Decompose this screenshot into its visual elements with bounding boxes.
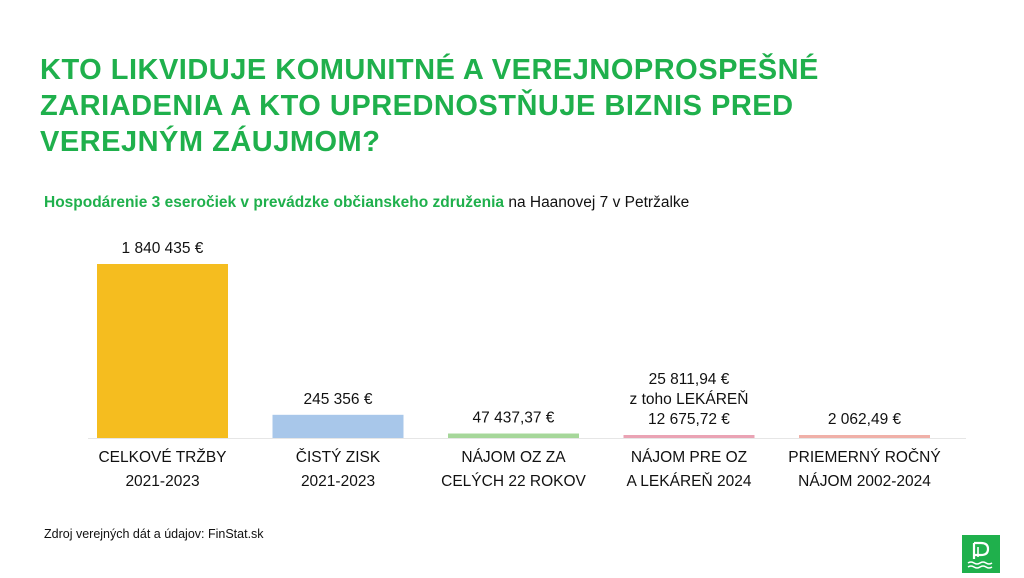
category-label-4-line-2: A LEKÁREŇ 2024 xyxy=(626,473,752,490)
bar-5 xyxy=(799,435,930,438)
category-label-4-line-1: NÁJOM PRE OZ xyxy=(630,449,748,466)
category-label-2-line-2: 2021-2023 xyxy=(300,473,376,490)
data-label-4-line-3: 12 675,72 € xyxy=(648,411,730,428)
title-line-2: ZARIADENIA A KTO UPREDNOSTŇUJE BIZNIS PRED xyxy=(40,90,794,122)
data-label-5-line-1: 2 062,49 € xyxy=(827,411,902,428)
subtitle-rest: na Haanovej 7 v Petržalke xyxy=(504,194,690,211)
bar-4 xyxy=(624,435,755,438)
data-label-2-line-1: 245 356 € xyxy=(303,390,373,408)
data-label-4-line-1: 25 811,94 € xyxy=(648,371,730,388)
category-label-2-line-1: ČISTÝ ZISK xyxy=(295,449,381,466)
bar-2 xyxy=(273,415,404,438)
data-label-1-line-1: 1 840 435 € xyxy=(121,240,204,257)
category-label-1-line-1: CELKOVÉ TRŽBY xyxy=(98,449,227,466)
category-label-5-line-1: PRIEMERNÝ ROČNÝ xyxy=(788,449,941,466)
p-logo-icon xyxy=(962,535,1000,573)
data-label-3-line-1: 47 437,37 € xyxy=(472,409,555,427)
p-logo-graphic xyxy=(962,535,1000,573)
data-label-4-line-2: z toho LEKÁREŇ xyxy=(629,391,749,408)
title-line-3: VEREJNÝM ZÁUJMOM? xyxy=(40,126,381,158)
category-label-3-line-2: CELÝCH 22 ROKOV xyxy=(441,473,586,490)
bar-1 xyxy=(97,264,228,438)
bar-3 xyxy=(448,434,579,438)
subtitle-highlight: Hospodárenie 3 eseročiek v prevádzke občianskeho združenia xyxy=(44,194,505,211)
category-label-3-line-1: NÁJOM OZ ZA xyxy=(461,449,566,466)
source-note: Zdroj verejných dát a údajov: FinStat.sk xyxy=(44,527,264,541)
category-label-5-line-2: NÁJOM 2002-2024 xyxy=(798,473,931,490)
title-line-1: KTO LIKVIDUJE KOMUNITNÉ A VEREJNOPROSPEŠNÉ xyxy=(40,54,819,86)
category-label-1-line-2: 2021-2023 xyxy=(125,473,200,490)
